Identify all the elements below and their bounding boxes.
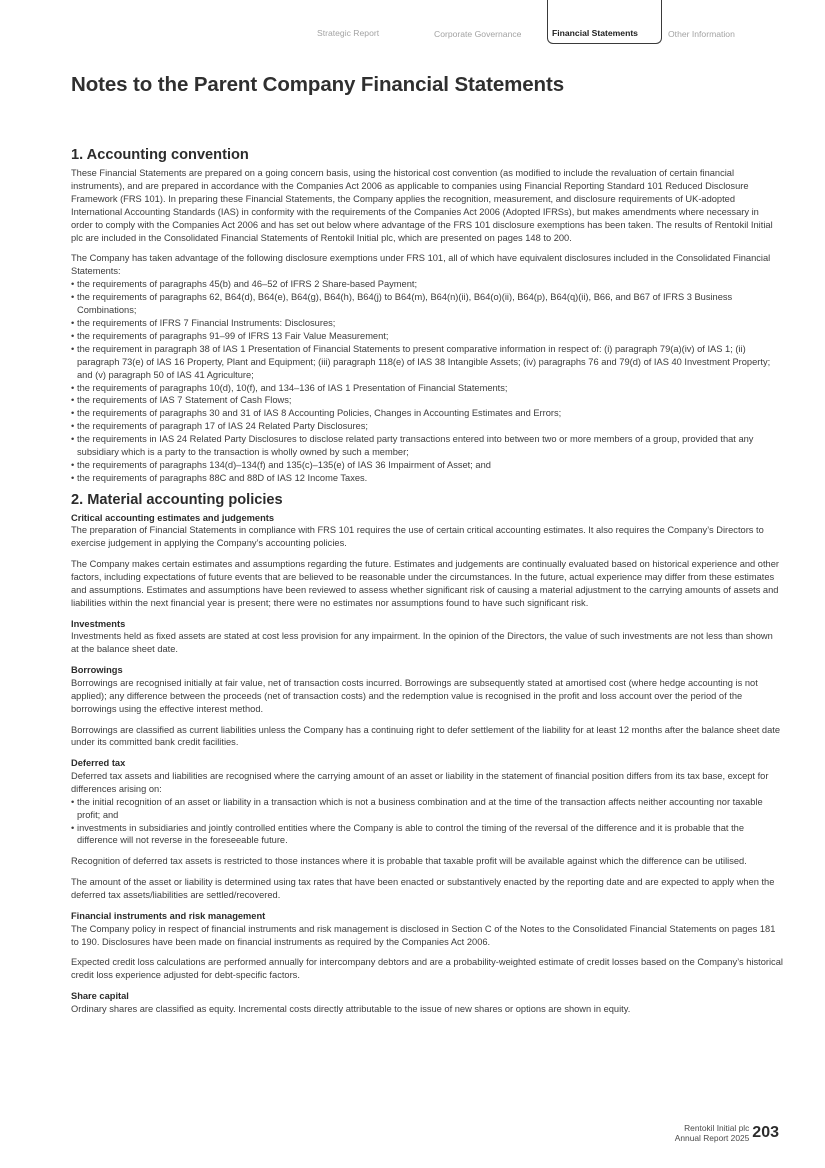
footer-text bbox=[675, 1123, 750, 1143]
subsection-heading: Critical accounting estimates and judgements bbox=[71, 512, 275, 523]
tab-financial-statements[interactable] bbox=[547, 0, 662, 44]
list-item: • the requirements of IFRS 7 Financial Instruments: Disclosures; bbox=[71, 317, 783, 330]
notes-body bbox=[71, 147, 783, 1024]
footer-report: Annual Report 2025 bbox=[674, 1133, 750, 1143]
list-item: • the requirements of paragraphs 10(d), 10(f), and 134–136 of IAS 1 Presentation of Financial Statements; bbox=[71, 382, 783, 395]
exemptions-list bbox=[71, 278, 783, 485]
paragraph: Investments held as fixed assets are stated at cost less provision for any impairment. In the opinion of the Directors, the value of such investments are not less than shown at the balance sheet date. bbox=[71, 631, 773, 655]
list-item: • the requirements of paragraphs 134(d)–134(f) and 135(c)–135(e) of IAS 36 Impairment of Asset; and bbox=[71, 459, 783, 472]
paragraph: Ordinary shares are classified as equity. Incremental costs directly attributable to the issue of new shares or options are shown in equity. bbox=[71, 1003, 631, 1014]
paragraph: The Company has taken advantage of the following disclosure exemptions under FRS 101, all of which have equivalent disclosures included in the Consolidated Financial Statements: bbox=[71, 253, 771, 277]
section-heading-material-accounting-policies: 2. Material accounting policies bbox=[71, 491, 283, 508]
list-item: • the requirements of paragraphs 62, B64(d), B64(e), B64(g), B64(h), B64(j) to B64(m), B64(n)(ii), B64(o)(ii), B64(p), B64(q)(ii), B66, and B67 of IFRS 3 Business Combinations; bbox=[71, 291, 783, 317]
list-item: • the initial recognition of an asset or liability in a transaction which is not a business combination and at the time of the transaction affects neither accounting nor taxable profit; and bbox=[71, 796, 783, 822]
subsection-heading: Deferred tax bbox=[71, 758, 126, 769]
footer-company: Rentokil Initial plc bbox=[684, 1123, 750, 1133]
subsection-heading: Investments bbox=[71, 618, 126, 629]
tab-other-information[interactable]: Other Information bbox=[668, 29, 735, 39]
page-footer bbox=[675, 1120, 779, 1146]
subsection-borrowings bbox=[71, 664, 783, 749]
paragraph: Expected credit loss calculations are performed annually for intercompany debtors and are a probability-weighted estimate of credit losses based on the Company’s historical credit loss experience adjusted for debt-specific factors. bbox=[71, 957, 783, 981]
subsection-investments bbox=[71, 618, 783, 656]
paragraph: The amount of the asset or liability is determined using tax rates that have been enacted or substantively enacted by the reporting date and are expected to apply when the deferred tax assets/liabilities are settled/recovered. bbox=[71, 877, 775, 901]
section-heading-accounting-convention: 1. Accounting convention bbox=[71, 147, 249, 163]
tab-strategic-report[interactable]: Strategic Report bbox=[317, 28, 380, 38]
paragraph: These Financial Statements are prepared on a going concern basis, using the historical cost convention (as modified to include the revaluation of certain financial instruments), and are prepared in accordance with the Companies Act 2006 as applicable to companies using Financial Reporting Standard 101 Reduced Disclosure Framework (FRS 101). In preparing these Financial Statements, the Company applies the recognition, measurement, and disclosure requirements of UK-adopted International Accounting Standards (IAS) in conformity with the requirements of the Companies Act 2006 (Adopted IFRSs), but makes amendments where necessary in order to comply with the Companies Act 2006 and has set out below where advantage of the FRS 101 disclosure exemptions has been taken. The results of Rentokil Initial plc are included in the Consolidated Financial Statements of Rentokil Initial plc, which are presented on pages 148 to 200. bbox=[71, 168, 773, 243]
list-item: • the requirements of paragraphs 88C and 88D of IAS 12 Income Taxes. bbox=[71, 472, 783, 485]
subsection-heading: Share capital bbox=[71, 991, 129, 1002]
subsection-heading: Financial instruments and risk management bbox=[71, 911, 266, 922]
page-title: Notes to the Parent Company Financial Statements bbox=[71, 73, 564, 96]
list-item: • investments in subsidiaries and jointly controlled entities where the Company is able to control the timing of the reversal of the difference and it is probable that the difference will not reverse in the foreseeable future. bbox=[71, 822, 783, 848]
list-item: • the requirements in IAS 24 Related Party Disclosures to disclose related party transactions entered into between two or more members of a group, provided that any subsidiary which is a party to the transaction is wholly owned by such a member; bbox=[71, 433, 783, 459]
deferred-tax-list bbox=[71, 796, 783, 848]
subsection-deferred-tax bbox=[71, 757, 783, 902]
list-item: • the requirements of paragraph 17 of IAS 24 Related Party Disclosures; bbox=[71, 420, 783, 433]
section-nav bbox=[0, 0, 825, 46]
paragraph: Borrowings are recognised initially at fair value, net of transaction costs incurred. Borrowings are subsequently stated at amortised cost (where hedge accounting is not applied); any difference between the proceeds (net of transaction costs) and the redemption value is recognised in the profit and loss account over the period of the borrowings using the effective interest method. bbox=[71, 677, 758, 714]
paragraph: The Company makes certain estimates and assumptions regarding the future. Estimates and judgements are continually evaluated based on historical experience and other factors, including expectations of future events that are believed to be reasonable under the circumstances. In the future, actual experience may differ from these estimates and assumptions. Estimates and assumptions have been reviewed to assess whether significant risk of causing a material adjustment to the carrying amounts of assets and liabilities within the next financial year is present; there were no estimates nor assumptions found to have such significant risk. bbox=[71, 559, 779, 608]
list-item: • the requirements of paragraphs 91–99 of IFRS 13 Fair Value Measurement; bbox=[71, 330, 783, 343]
paragraph: Borrowings are classified as current liabilities unless the Company has a continuing right to defer settlement of the liability for at least 12 months after the balance sheet date under its committed bank credit facilities. bbox=[71, 724, 781, 748]
paragraph: The preparation of Financial Statements in compliance with FRS 101 requires the use of certain critical accounting estimates. It also requires the Company’s Directors to exercise judgement in applying the Company’s accounting policies. bbox=[71, 525, 764, 549]
subsection-critical-estimates bbox=[71, 512, 783, 610]
page-number: 203 bbox=[752, 1124, 779, 1141]
list-item: • the requirements of paragraphs 30 and 31 of IAS 8 Accounting Policies, Changes in Accounting Estimates and Errors; bbox=[71, 407, 783, 420]
list-item: • the requirement in paragraph 38 of IAS 1 Presentation of Financial Statements to present comparative information in respect of: (i) paragraph 79(a)(iv) of IAS 1; (ii) paragraph 73(e) of IAS 16 Property, Plant and Equipment; (iii) paragraph 118(e) of IAS 38 Intangible Assets; (iv) paragraphs 76 and 79(d) of IAS 40 Investment Property; and (v) paragraph 50 of IAS 41 Agriculture; bbox=[71, 343, 783, 382]
subsection-share-capital bbox=[71, 990, 783, 1016]
list-item: • the requirements of IAS 7 Statement of Cash Flows; bbox=[71, 394, 783, 407]
subsection-financial-instruments bbox=[71, 910, 783, 982]
paragraph: Deferred tax assets and liabilities are recognised where the carrying amount of an asset or liability in the statement of financial position differs from its tax base, except for differences arising on: bbox=[71, 770, 769, 794]
tab-corporate-governance[interactable]: Corporate Governance bbox=[434, 29, 522, 39]
tab-financial-statements-label: Financial Statements bbox=[552, 28, 638, 38]
paragraph: Recognition of deferred tax assets is restricted to those instances where it is probable that taxable profit will be available against which the difference can be utilised. bbox=[71, 856, 747, 867]
subsection-heading: Borrowings bbox=[71, 665, 123, 676]
list-item: • the requirements of paragraphs 45(b) and 46–52 of IFRS 2 Share-based Payment; bbox=[71, 278, 783, 291]
paragraph: The Company policy in respect of financial instruments and risk management is disclosed in Section C of the Notes to the Consolidated Financial Statements on pages 181 to 190. Disclosures have been made on financial instruments as required by the Companies Act 2006. bbox=[71, 923, 776, 947]
